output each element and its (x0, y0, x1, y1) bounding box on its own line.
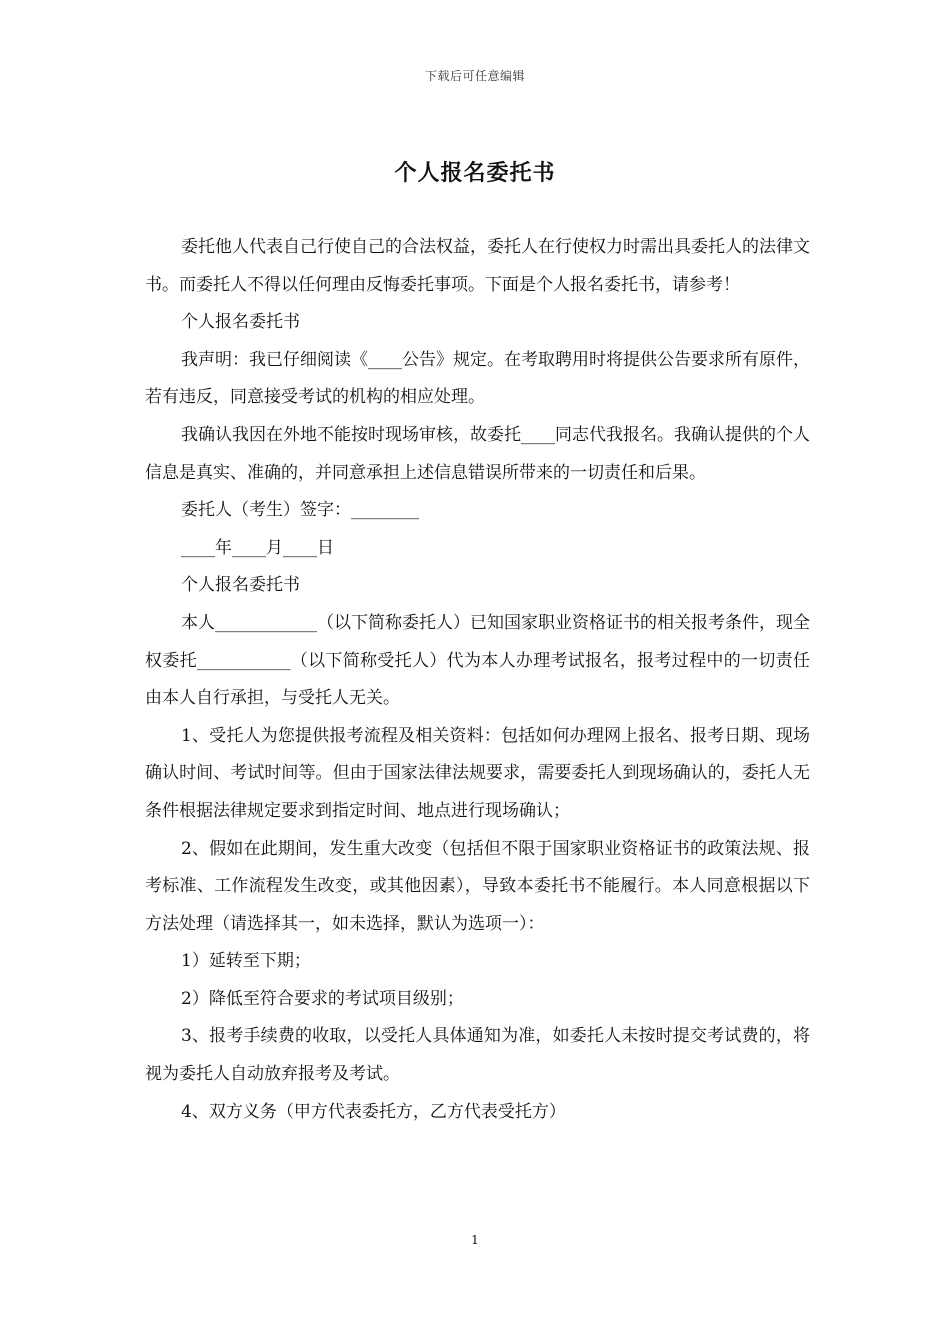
paragraph-clause-2: 2、假如在此期间，发生重大改变（包括但不限于国家职业资格证书的政策法规、报考标准、工作流程发生改变，或其他因素），导致本委托书不能履行。本人同意根据以下方法处理（请选择其一，如未选择，默认为选项一）： (145, 838, 810, 934)
paragraph-signature-line: 委托人（考生）签字：________ (181, 500, 419, 521)
paragraph-clause-4: 4、双方义务（甲方代表委托方，乙方代表受托方） (181, 1101, 566, 1122)
paragraph-clause-1: 1、受托人为您提供报考流程及相关资料：包括如何办理网上报名、报考日期、现场确认时间、考试时间等。但由于国家法律法规要求，需要委托人到现场确认的，委托人无条件根据法律规定要求到指定时间、地点进行现场确认； (145, 725, 810, 821)
document-title: 个人报名委托书 (394, 160, 556, 186)
paragraph-date-line: ____年____月____日 (181, 537, 334, 558)
paragraph-declaration: 我声明：我已仔细阅读《____公告》规定。在考取聘用时将提供公告要求所有原件，若有违反，同意接受考试的机构的相应处理。 (145, 349, 810, 408)
page-number: 1 (471, 1233, 479, 1247)
paragraph-clause-3: 3、报考手续费的收取，以受托人具体通知为准，如委托人未按时提交考试费的，将视为委托人自动放弃报考及考试。 (145, 1026, 810, 1085)
paragraph-subheading-1: 个人报名委托书 (181, 312, 300, 333)
header-note: 下载后可任意编辑 (424, 69, 525, 83)
document-body (145, 229, 810, 1131)
paragraph-subheading-2: 个人报名委托书 (181, 575, 300, 596)
paragraph-confirmation: 我确认我因在外地不能按时现场审核，故委托____同志代我报名。我确认提供的个人信息是真实、准确的，并同意承担上述信息错误所带来的一切责任和后果。 (145, 424, 810, 483)
paragraph-principal-statement: 本人____________（以下简称委托人）已知国家职业资格证书的相关报考条件，现全权委托___________（以下简称受托人）代为本人办理考试报名，报考过程中的一切责任由本人自行承担，与受托人无关。 (145, 612, 810, 709)
paragraph-intro: 委托他人代表自己行使自己的合法权益，委托人在行使权力时需出具委托人的法律文书。而委托人不得以任何理由反悔委托事项。下面是个人报名委托书，请参考！ (145, 237, 810, 295)
paragraph-option-2: 2）降低至符合要求的考试项目级别； (181, 988, 464, 1009)
paragraph-option-1: 1）延转至下期； (181, 951, 311, 972)
